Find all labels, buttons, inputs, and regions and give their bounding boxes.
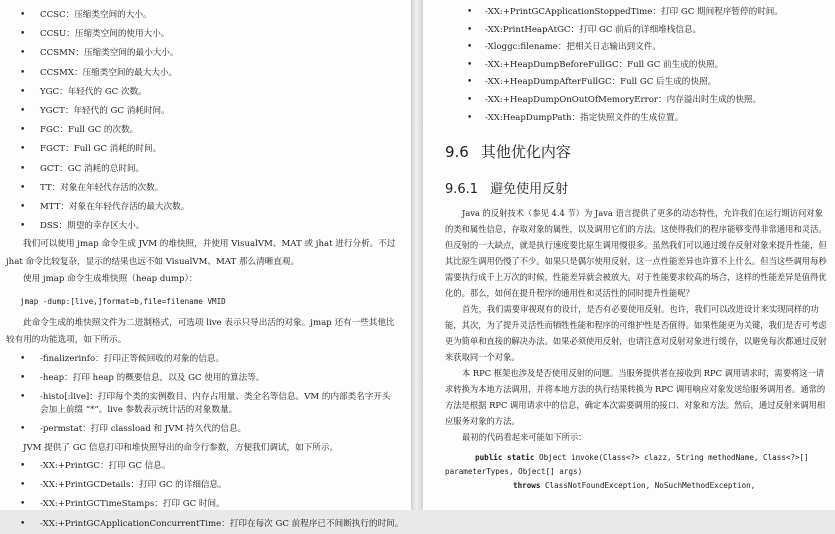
- bullet-icon: •: [20, 163, 26, 174]
- jmap-option-list: [6, 350, 397, 440]
- list-item-text: -permstat：打印 classload 和 JVM 持久代的信息。: [40, 424, 247, 435]
- code-line: [445, 465, 827, 479]
- code-line: [445, 451, 827, 465]
- list-item-text: -XX:+PrintGCDetails：打印 GC 的详细信息。: [40, 480, 227, 491]
- bullet-icon: •: [467, 24, 473, 35]
- bullet-icon: •: [467, 77, 473, 88]
- right-page: [423, 0, 835, 510]
- list-item-text: GCT：GC 消耗的总时间。: [40, 163, 145, 174]
- bullet-icon: •: [467, 59, 473, 70]
- bullet-icon: •: [467, 7, 473, 17]
- bullet-icon: •: [20, 144, 26, 155]
- code-text: Object invoke(Class<?> clazz, String methodName, Class<?>[]: [534, 453, 809, 463]
- list-item: [6, 198, 397, 217]
- list-item-text: -XX:+HeapDumpOnOutOfMemoryError：内存溢出时生成的快照。: [485, 94, 762, 105]
- list-item: [445, 74, 827, 92]
- list-item: [445, 57, 827, 75]
- code-text: parameterTypes, Object[] args): [445, 467, 583, 477]
- code-keyword: public static: [475, 453, 535, 463]
- list-item: [445, 39, 827, 57]
- bullet-icon: •: [20, 480, 26, 491]
- list-item: [6, 83, 397, 102]
- list-item-text: DSS：期望的幸存区大小。: [40, 221, 145, 232]
- paragraph-jmap-options: 此命令生成的堆快照文件为二进制格式，可选项 live 表示只导出活的对象。jmap 还有一些其他比较有用的功能选项，如下所示。: [6, 317, 395, 346]
- list-item-text: -XX:+HeapDumpAfterFullGC：Full GC 后生成的快照。: [485, 77, 717, 88]
- list-item-text: YGC：年轻代的 GC 次数。: [40, 86, 147, 97]
- subsection-title: 避免使用反射: [490, 182, 569, 198]
- bullet-icon: •: [20, 125, 26, 136]
- list-item-text: -XX:+PrintGCApplicationStoppedTime：打印 GC 期间程序暂停的时间。: [485, 7, 783, 17]
- subsection-heading: [445, 178, 827, 197]
- list-item-text: CCSMX：压缩类空间的最大大小。: [40, 67, 178, 78]
- list-item: [6, 6, 397, 25]
- list-item-text: CCSC：压缩类空间的大小。: [40, 10, 152, 20]
- bullet-icon: •: [20, 67, 26, 78]
- list-item-text: YGCT：年轻代的 GC 消耗时间。: [40, 106, 170, 117]
- list-item-text: -heap：打印 heap 的概要信息，以及 GC 使用的算法等。: [40, 373, 265, 384]
- paragraph-reflection-intro: Java 的反射技术（参见 4.4 节）为 Java 语言提供了更多的动态特性，允许我们在运行期访问对象的类和属性信息，存取对象的属性，以及调用它们的方法。这使得我们的程序能够变得非常通用和灵活。但反射的一大缺点，就是执行速度要比原生调用慢很多。虽然我们可以通过缓存反射对象来提升性能，但其比原生调用仍慢了不少。如果只是偶尔使用反射，这一点性能差异也许算不上什么。但当这些调用每秒需要执行成千上万次的时候，性能差异就会被放大。对于性能要求较高的场合，这样的性能差异是值得优化的。那么，如何在提升程序的通用性和灵活性的同时提升性能呢？: [445, 208, 827, 299]
- list-item: [6, 476, 397, 495]
- list-item: [445, 110, 827, 128]
- list-item: [445, 22, 827, 40]
- list-item: [6, 457, 397, 476]
- paragraph-initial-code: 最初的代码看起来可能如下所示：: [462, 432, 587, 443]
- paragraph-rpc-reflection: 本 RPC 框架也涉及是否使用反射的问题。当服务提供者在接收到 RPC 调用请求时，需要将这一请求转换为本地方法调用，并将本地方法的执行结果转换为 RPC 调用响应对象发送给服务调用者。通常的方法是根据 RPC 调用请求中的信息，确定本次需要调用的接口、对象和方法。然后，通过反射来调用相应服务对象的方法。: [445, 368, 826, 427]
- bullet-icon: •: [20, 182, 26, 193]
- list-item: [6, 44, 397, 63]
- list-item: [6, 102, 397, 121]
- paragraph-reflection-advice: 首先，我们需要审视现有的设计，是否有必要使用反射。也许，我们可以改进设计来实现同样的功能，其次，为了提升灵活性而牺牲性能和程序的可维护性是否值得。如果性能更为关键，我们是否可考虑更为简单和直接的解决办法。如果必须使用反射，也请注意对反射对象进行缓存，以避免每次都通过反射来获取同一个对象。: [445, 304, 827, 363]
- code-jmap-dump: jmap -dump:[live,]format=b,file=filename VMID: [20, 296, 226, 306]
- list-item-text: -Xloggc:filename：把相关日志输出到文件。: [485, 42, 661, 53]
- list-item: [6, 64, 397, 83]
- list-item: [6, 140, 397, 159]
- list-item: [6, 25, 397, 44]
- list-item: [445, 4, 827, 22]
- bullet-icon: •: [20, 86, 26, 97]
- list-item-text: TT：对象在年轻代存活的次数。: [40, 182, 164, 193]
- left-page: [0, 0, 411, 529]
- gc-param-list: [6, 457, 404, 534]
- list-item-text: MTT：对象在年轻代存活的最大次数。: [40, 202, 190, 213]
- bullet-icon: •: [467, 42, 473, 53]
- list-item: [6, 350, 397, 369]
- bullet-icon: •: [20, 499, 26, 510]
- list-item-text: -histo[:live]：打印每个类的实例数目、内存占用量、类全名等信息。VM 的内部类名字开头会加上前缀 “*”。live 参数表示统计活的对象数量。: [40, 392, 391, 416]
- bullet-icon: •: [20, 106, 26, 117]
- list-item: [6, 495, 397, 514]
- list-item-text: -XX:+PrintGCApplicationConcurrentTime：打印在每次 GC 前程序已不间断执行的时间。: [40, 518, 404, 529]
- list-item: [6, 160, 397, 179]
- list-item-text: -XX:+HeapDumpBeforeFullGC：Full GC 前生成的快照。: [485, 59, 724, 70]
- list-item: [6, 369, 397, 388]
- bullet-icon: •: [20, 29, 26, 40]
- bullet-icon: •: [467, 112, 473, 123]
- list-item-text: FGCT：Full GC 消耗的时间。: [40, 144, 162, 155]
- paragraph-gc-params: JVM 提供了 GC 信息打印和堆快照导出的命令行参数，方便我们调试，如下所示。: [23, 442, 339, 453]
- bullet-icon: •: [20, 48, 26, 59]
- paragraph-jmap-usage: 使用 jmap 命令生成堆快照（heap dump）：: [23, 274, 198, 285]
- section-title: 其他优化内容: [480, 143, 571, 162]
- section-heading: [445, 141, 827, 162]
- list-item: [6, 420, 397, 439]
- bullet-icon: •: [20, 461, 26, 472]
- gc-param-list-continued: [445, 4, 827, 127]
- code-invoke-method: [445, 451, 827, 493]
- bullet-icon: •: [467, 94, 473, 105]
- list-item-text: -XX:HeapDumpPath：指定快照文件的生成位置。: [485, 112, 684, 123]
- list-item-text: FGC：Full GC 的次数。: [40, 125, 139, 136]
- bullet-icon: •: [20, 392, 26, 403]
- book-gutter: [411, 0, 423, 510]
- bullet-icon: •: [20, 353, 26, 364]
- jstat-field-list: [6, 6, 397, 236]
- list-item-text: CCSMN：压缩类空间的最小大小。: [40, 48, 179, 59]
- list-item-text: -XX:+PrintGCTimeStamps：打印 GC 时间。: [40, 499, 225, 510]
- bullet-icon: •: [20, 518, 26, 529]
- list-item: [6, 388, 397, 420]
- list-item-text: CCSU：压缩类空间的使用大小。: [40, 29, 170, 40]
- code-keyword: throws: [513, 481, 541, 491]
- bullet-icon: •: [20, 10, 26, 20]
- list-item: [6, 179, 397, 198]
- list-item: [445, 92, 827, 110]
- list-item-text: -XX:PrintHeapAtGC：打印 GC 前后的详细堆栈信息。: [485, 24, 702, 35]
- list-item: [6, 217, 397, 236]
- bullet-icon: •: [20, 221, 26, 232]
- list-item: [6, 121, 397, 140]
- list-item: [6, 515, 404, 534]
- bullet-icon: •: [20, 424, 26, 435]
- section-number: 9.6: [445, 143, 469, 162]
- paragraph-jmap-intro: 我们可以使用 jmap 命令生成 JVM 的堆快照，并使用 VisualVM、MAT 或 jhat 进行分析。不过 jhat 命令比较复杂，显示的结果也远不如 VisualVM、MAT 那么清晰直观。: [6, 239, 396, 267]
- subsection-number: 9.6.1: [445, 182, 479, 198]
- bullet-icon: •: [20, 373, 26, 384]
- code-text: ClassNotFoundException, NoSuchMethodException,: [540, 481, 756, 491]
- bullet-icon: •: [20, 202, 26, 213]
- list-item-text: -XX:+PrintGC：打印 GC 信息。: [40, 461, 171, 472]
- list-item-text: -finalizerinfo：打印正等候回收的对象的信息。: [40, 353, 225, 364]
- code-line: [445, 479, 827, 493]
